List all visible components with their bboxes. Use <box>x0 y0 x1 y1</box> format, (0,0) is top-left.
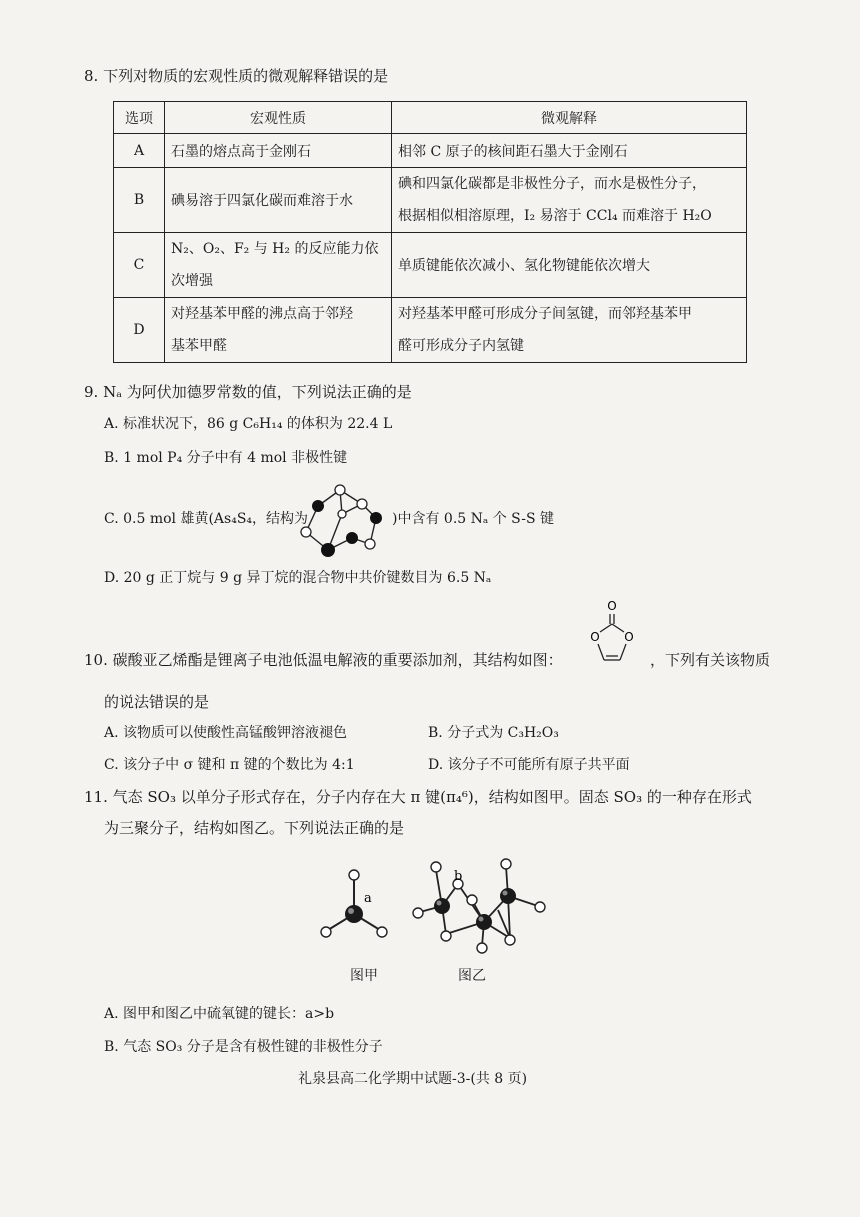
q10-option-c: C. 该分子中 σ 键和 π 键的个数比为 4:1 <box>104 757 355 773</box>
row-micro-line2: 根据相似相溶原理，I₂ 易溶于 CCl₄ 而难溶于 H₂O <box>398 208 712 224</box>
q9-option-c-pre: C. 0.5 mol 雄黄(As₄S₄，结构为 <box>104 511 309 527</box>
q9-stem: 9. Nₐ 为阿伏加德罗常数的值，下列说法正确的是 <box>84 383 412 401</box>
row-option: D <box>114 298 165 363</box>
row-macro: 碘易溶于四氯化碳而难溶于水 <box>165 168 392 233</box>
q11-stem-line2: 为三聚分子，结构如图乙。下列说法正确的是 <box>104 819 405 837</box>
figure-1-caption: 图甲 <box>350 968 378 984</box>
page-footer: 礼泉县高二化学期中试题-3-(共 8 页) <box>298 1071 528 1087</box>
row-macro-line1: 对羟基苯甲醛的沸点高于邻羟 <box>171 306 353 322</box>
row-option: B <box>114 168 165 233</box>
header-micro: 微观解释 <box>392 102 747 134</box>
row-micro-line1: 对羟基苯甲醛可形成分子间氢键，而邻羟基苯甲 <box>398 306 692 322</box>
header-macro: 宏观性质 <box>165 102 392 134</box>
q10-stem-line1-post: ，下列有关该物质 <box>650 651 771 669</box>
bond-label-a: a <box>364 891 372 906</box>
q8-table <box>113 101 747 363</box>
row-micro: 单质键能依次减小、氢化物键能依次增大 <box>392 233 747 298</box>
row-macro <box>165 298 392 363</box>
figure-2-caption: 图乙 <box>458 968 486 984</box>
atom-o-carbonyl: O <box>607 599 617 613</box>
row-option: C <box>114 233 165 298</box>
so3-trimer-structure-image <box>406 856 556 956</box>
atom-o-ring-right: O <box>624 630 634 644</box>
q10-option-a: A. 该物质可以使酸性高锰酸钾溶液褪色 <box>104 725 348 741</box>
vinylene-carbonate-structure-image <box>586 598 642 674</box>
row-macro <box>165 233 392 298</box>
row-macro-line2: 次增强 <box>171 273 213 289</box>
q9-option-c-post: )中含有 0.5 Nₐ 个 S-S 键 <box>392 511 555 527</box>
so3-monomer-structure-image <box>318 858 398 948</box>
row-micro <box>392 298 747 363</box>
q11-option-b: B. 气态 SO₃ 分子是含有极性键的非极性分子 <box>104 1039 383 1055</box>
row-micro-line1: 碘和四氯化碳都是非极性分子，而水是极性分子， <box>398 176 706 192</box>
atom-o-ring-left: O <box>590 630 600 644</box>
row-option: A <box>114 134 165 168</box>
table-row <box>114 233 747 298</box>
row-macro-line2: 基苯甲醛 <box>171 338 227 354</box>
q10-stem-line1: 10. 碳酸亚乙烯酯是锂离子电池低温电解液的重要添加剂，其结构如图： <box>84 651 563 669</box>
row-macro: 石墨的熔点高于金刚石 <box>165 134 392 168</box>
as4s4-structure-image <box>292 482 388 558</box>
q9-option-a: A. 标准状况下，86 g C₆H₁₄ 的体积为 22.4 L <box>104 416 393 432</box>
table-row <box>114 298 747 363</box>
table-row <box>114 168 747 233</box>
row-micro <box>392 168 747 233</box>
header-option: 选项 <box>114 102 165 134</box>
q10-option-d: D. 该分子不可能所有原子共平面 <box>428 757 630 773</box>
q11-stem-line1: 11. 气态 SO₃ 以单分子形式存在，分子内存在大 π 键(π₄⁶)，结构如图甲。固态 SO₃ 的一种存在形式 <box>84 788 752 806</box>
row-micro-line2: 醛可形成分子内氢键 <box>398 338 524 354</box>
q8-stem: 8. 下列对物质的宏观性质的微观解释错误的是 <box>84 67 389 85</box>
table-header-row <box>114 102 747 134</box>
row-micro: 相邻 C 原子的核间距石墨大于金刚石 <box>392 134 747 168</box>
q9-option-b: B. 1 mol P₄ 分子中有 4 mol 非极性键 <box>104 450 348 466</box>
bond-label-b: b <box>454 869 463 884</box>
q11-option-a: A. 图甲和图乙中硫氧键的键长：a>b <box>104 1006 335 1022</box>
q9-option-d: D. 20 g 正丁烷与 9 g 异丁烷的混合物中共价键数目为 6.5 Nₐ <box>104 570 492 586</box>
table-row <box>114 134 747 168</box>
row-macro-line1: N₂、O₂、F₂ 与 H₂ 的反应能力依 <box>171 241 379 257</box>
q10-option-b: B. 分子式为 C₃H₂O₃ <box>428 725 559 741</box>
q10-stem-line2: 的说法错误的是 <box>104 693 210 711</box>
